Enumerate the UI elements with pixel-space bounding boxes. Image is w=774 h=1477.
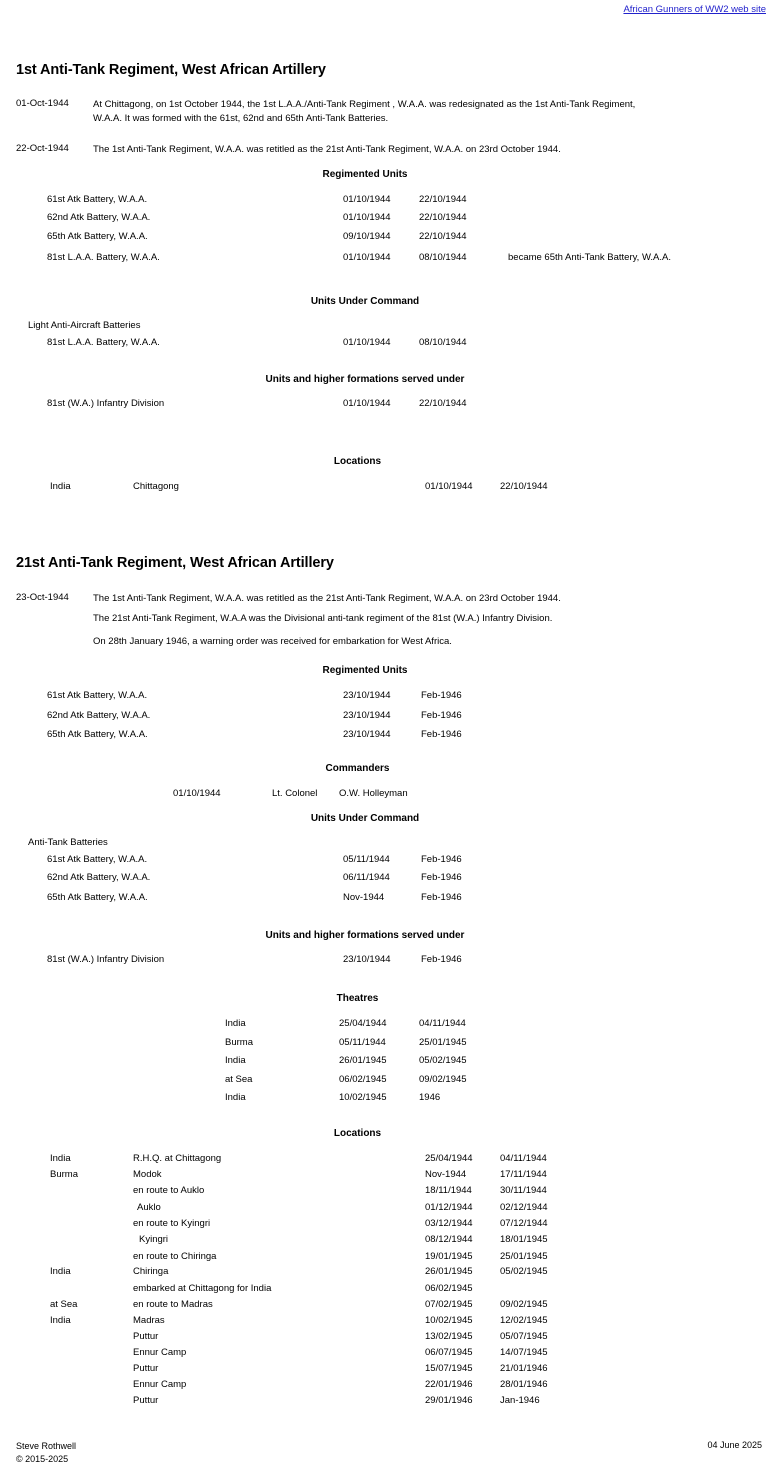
table-cell-to: Feb-1946 [421, 690, 462, 701]
narrative-date: 22-Oct-1944 [16, 143, 69, 154]
narrative-text [93, 143, 753, 157]
narrative-text: On 28th January 1946, a warning order was received for embarkation for West Africa. [93, 636, 452, 647]
table-cell-note: became 65th Anti-Tank Battery, W.A.A. [508, 252, 671, 263]
table-cell-to: 08/10/1944 [419, 252, 467, 263]
table-cell-unit: 62nd Atk Battery, W.A.A. [47, 212, 151, 223]
table-cell-from: 05/11/1944 [343, 854, 390, 865]
table-cell-country: India [50, 1315, 71, 1326]
table-cell-place: en route to Auklo [133, 1185, 205, 1196]
narrative-text [93, 98, 753, 125]
table-cell-country: India [50, 1153, 71, 1164]
table-cell-from: 13/02/1945 [425, 1331, 473, 1342]
table-cell-country: India [50, 481, 71, 492]
table-cell-from: 01/10/1944 [343, 252, 391, 263]
table-cell-to: Feb-1946 [421, 892, 462, 903]
table-cell-country: Burma [50, 1169, 78, 1180]
table-cell-to: Feb-1946 [421, 729, 462, 740]
table-cell-unit: 65th Atk Battery, W.A.A. [47, 231, 148, 242]
table-cell-place: R.H.Q. at Chittagong [133, 1153, 222, 1164]
table-cell-to: Jan-1946 [500, 1395, 540, 1406]
narrative-line: W.A.A. It was formed with the 61st, 62nd and 65th Anti-Tank Batteries. [93, 112, 389, 124]
section1-locations-heading: Locations [333, 456, 382, 467]
table-cell-from: 07/02/1945 [425, 1299, 473, 1310]
table-cell-from: 01/10/1944 [343, 194, 391, 205]
table-cell-unit: 65th Atk Battery, W.A.A. [47, 729, 148, 740]
table-cell-to: 21/01/1946 [500, 1363, 548, 1374]
table-cell-place: embarked at Chittagong for India [133, 1283, 272, 1294]
table-cell-from: 19/01/1945 [425, 1251, 473, 1262]
table-cell-unit: 65th Atk Battery, W.A.A. [47, 892, 148, 903]
table-cell-place: Auklo [137, 1202, 161, 1213]
table-cell-unit: 81st (W.A.) Infantry Division [47, 398, 165, 409]
table-cell-from: 29/01/1946 [425, 1395, 473, 1406]
table-cell-to: 09/02/1945 [500, 1299, 548, 1310]
section2-commanders-heading: Commanders [325, 763, 390, 774]
footer-copyright: © 2015-2025 [16, 1454, 69, 1464]
table-cell-to: 22/10/1944 [419, 398, 467, 409]
table-cell-unit: 61st Atk Battery, W.A.A. [47, 194, 148, 205]
table-cell-place: Modok [133, 1169, 162, 1180]
table-cell-place: Puttur [133, 1395, 159, 1406]
table-cell-place: Puttur [133, 1363, 159, 1374]
table-cell-from: 05/11/1944 [339, 1037, 386, 1048]
table-cell-to: 22/10/1944 [500, 481, 548, 492]
table-cell-from: 23/10/1944 [343, 729, 391, 740]
table-cell-from: 15/07/1945 [425, 1363, 473, 1374]
table-cell-to: 22/10/1944 [419, 231, 467, 242]
table-cell-to: 18/01/1945 [500, 1234, 548, 1245]
table-cell-from: 10/02/1945 [339, 1092, 387, 1103]
table-cell-from: 06/07/1945 [425, 1347, 473, 1358]
table-cell-from: 18/11/1944 [425, 1185, 472, 1196]
table-cell-place: Ennur Camp [133, 1379, 187, 1390]
table-cell-from: 06/02/1945 [425, 1283, 473, 1294]
narrative-text: The 1st Anti-Tank Regiment, W.A.A. was retitled as the 21st Anti-Tank Regiment, W.A.A. on 23rd October 1944. [93, 593, 561, 604]
table-cell-to: 02/12/1944 [500, 1202, 548, 1213]
table-cell-from: Nov-1944 [425, 1169, 467, 1180]
table-cell-unit: 62nd Atk Battery, W.A.A. [47, 710, 151, 721]
table-cell-place: Puttur [133, 1331, 159, 1342]
narrative-date: 01-Oct-1944 [16, 98, 69, 109]
table-cell-unit: 81st L.A.A. Battery, W.A.A. [47, 252, 160, 263]
table-cell-from: 08/12/1944 [425, 1234, 473, 1245]
table-cell-to: 12/02/1945 [500, 1315, 548, 1326]
table-cell-from: 25/04/1944 [339, 1018, 387, 1029]
table-cell-country: India [50, 1266, 71, 1277]
table-cell-place: en route to Chiringa [133, 1251, 217, 1262]
section2-units-under-command-heading: Units Under Command [310, 813, 420, 824]
table-cell-from: 01/10/1944 [343, 212, 391, 223]
table-cell-theatre: India [225, 1018, 246, 1029]
section1-units-under-command-heading: Units Under Command [310, 296, 420, 307]
table-cell-unit: 81st L.A.A. Battery, W.A.A. [47, 337, 160, 348]
table-cell-from: 23/10/1944 [343, 954, 391, 965]
table-cell-from: 01/10/1944 [343, 398, 391, 409]
table-cell-unit: 61st Atk Battery, W.A.A. [47, 854, 148, 865]
narrative-line: At Chittagong, on 1st October 1944, the 1st L.A.A./Anti-Tank Regiment , W.A.A. was redesignated as the 1st Anti-Tank Regiment, [93, 99, 636, 110]
table-cell-to: 17/11/1944 [500, 1169, 547, 1180]
table-cell-from: 09/10/1944 [343, 231, 391, 242]
table-cell-from: 01/12/1944 [425, 1202, 473, 1213]
narrative-text: The 21st Anti-Tank Regiment, W.A.A was the Divisional anti-tank regiment of the 81st (W.A.) Infantry Division. [93, 613, 553, 624]
table-cell-to: 08/10/1944 [419, 337, 467, 348]
table-cell-from: 01/10/1944 [343, 337, 391, 348]
table-cell-place: Kyingri [139, 1234, 169, 1245]
table-cell-commander-date: 01/10/1944 [173, 788, 221, 799]
table-cell-theatre: Burma [225, 1037, 253, 1048]
table-cell-to: 04/11/1944 [500, 1153, 547, 1164]
group-label-light-aa-batteries: Light Anti-Aircraft Batteries [28, 320, 141, 331]
table-cell-to: 28/01/1946 [500, 1379, 548, 1390]
section2-served-under-heading: Units and higher formations served under [265, 930, 465, 941]
table-cell-theatre: India [225, 1092, 246, 1103]
table-cell-to: 05/07/1945 [500, 1331, 548, 1342]
table-cell-theatre: at Sea [225, 1074, 253, 1085]
table-cell-country: at Sea [50, 1299, 78, 1310]
table-cell-from: 22/01/1946 [425, 1379, 473, 1390]
section2-theatres-heading: Theatres [336, 993, 379, 1004]
african-gunners-website-link[interactable]: African Gunners of WW2 web site [623, 4, 766, 15]
table-cell-to: Feb-1946 [421, 954, 462, 965]
narrative-date: 23-Oct-1944 [16, 592, 69, 603]
table-cell-to: 25/01/1945 [500, 1251, 548, 1262]
top-link-bar [623, 4, 766, 15]
table-cell-unit: 62nd Atk Battery, W.A.A. [47, 872, 151, 883]
table-cell-place: en route to Kyingri [133, 1218, 211, 1229]
table-cell-from: 26/01/1945 [425, 1266, 473, 1277]
table-cell-to: 25/01/1945 [419, 1037, 467, 1048]
narrative-line: The 1st Anti-Tank Regiment, W.A.A. was retitled as the 21st Anti-Tank Regiment, W.A.A. on 23rd October 1944. [93, 144, 561, 155]
section1-served-under-heading: Units and higher formations served under [265, 374, 465, 385]
table-cell-from: 06/02/1945 [339, 1074, 387, 1085]
table-cell-to: 30/11/1944 [500, 1185, 547, 1196]
section2-locations-heading: Locations [333, 1128, 382, 1139]
table-cell-to: Feb-1946 [421, 854, 462, 865]
footer-author: Steve Rothwell [16, 1441, 77, 1451]
table-cell-from: 10/02/1945 [425, 1315, 473, 1326]
table-cell-commander-name: O.W. Holleyman [339, 788, 408, 799]
table-cell-place: Chittagong [133, 481, 179, 492]
section1-regimented-units-heading: Regimented Units [322, 169, 408, 180]
table-cell-to: 09/02/1945 [419, 1074, 467, 1085]
table-cell-theatre: India [225, 1055, 246, 1066]
table-cell-to: Feb-1946 [421, 710, 462, 721]
table-cell-from: 06/11/1944 [343, 872, 390, 883]
table-cell-place: Ennur Camp [133, 1347, 187, 1358]
table-cell-to: 1946 [419, 1092, 441, 1103]
section1-title: 1st Anti-Tank Regiment, West African Artillery [16, 62, 326, 78]
table-cell-to: 05/02/1945 [419, 1055, 467, 1066]
table-cell-from: 25/04/1944 [425, 1153, 473, 1164]
table-cell-place: Chiringa [133, 1266, 169, 1277]
footer-date: 04 June 2025 [707, 1440, 762, 1450]
table-cell-from: 23/10/1944 [343, 710, 391, 721]
table-cell-commander-rank: Lt. Colonel [272, 788, 318, 799]
section2-title: 21st Anti-Tank Regiment, West African Artillery [16, 555, 334, 571]
table-cell-unit: 61st Atk Battery, W.A.A. [47, 690, 148, 701]
table-cell-from: 03/12/1944 [425, 1218, 473, 1229]
table-cell-to: 22/10/1944 [419, 194, 467, 205]
table-cell-unit: 81st (W.A.) Infantry Division [47, 954, 165, 965]
table-cell-to: 22/10/1944 [419, 212, 467, 223]
table-cell-from: 01/10/1944 [425, 481, 473, 492]
table-cell-from: Nov-1944 [343, 892, 385, 903]
table-cell-place: Madras [133, 1315, 165, 1326]
table-cell-from: 23/10/1944 [343, 690, 391, 701]
table-cell-from: 26/01/1945 [339, 1055, 387, 1066]
section2-regimented-units-heading: Regimented Units [322, 665, 408, 676]
table-cell-to: 04/11/1944 [419, 1018, 466, 1029]
table-cell-to: 05/02/1945 [500, 1266, 548, 1277]
group-label-anti-tank-batteries: Anti-Tank Batteries [28, 837, 108, 848]
table-cell-to: 07/12/1944 [500, 1218, 548, 1229]
table-cell-to: Feb-1946 [421, 872, 462, 883]
table-cell-to: 14/07/1945 [500, 1347, 548, 1358]
table-cell-place: en route to Madras [133, 1299, 213, 1310]
